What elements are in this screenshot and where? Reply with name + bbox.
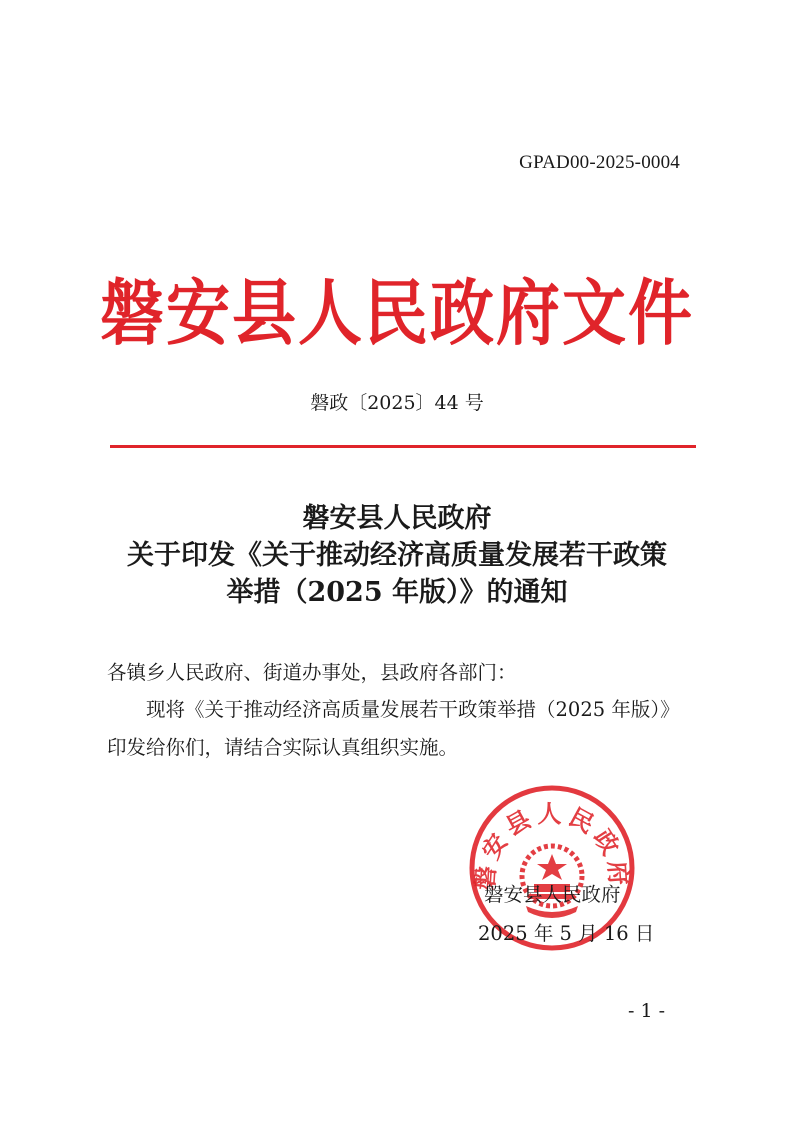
issuer-title: 磐安县人民政府文件 <box>100 272 694 357</box>
notice-title-line-2: 关于印发《关于推动经济高质量发展若干政策 <box>127 540 667 571</box>
red-divider <box>110 445 696 448</box>
body-paragraph: 现将《关于推动经济高质量发展若干政策举措（2025 年版）》印发给你们，请结合实际认真组织实施。 <box>107 698 680 759</box>
signature-org: 磐安县人民政府 <box>484 883 621 906</box>
page-number: - 1 - <box>628 1000 666 1022</box>
notice-title-line-3: 举措（2025 年版）》的通知 <box>226 577 568 608</box>
seal-text: 磐安县人民政府 <box>470 799 634 891</box>
signature-date: 2025 年 5 月 16 日 <box>478 922 655 945</box>
document-number: 磐政〔2025〕44 号 <box>310 392 484 414</box>
notice-title-line-1: 磐安县人民政府 <box>302 503 492 534</box>
document-code: GPAD00-2025-0004 <box>519 152 680 173</box>
notice-title <box>0 500 794 611</box>
salutation: 各镇乡人民政府、街道办事处，县政府各部门： <box>107 661 517 684</box>
